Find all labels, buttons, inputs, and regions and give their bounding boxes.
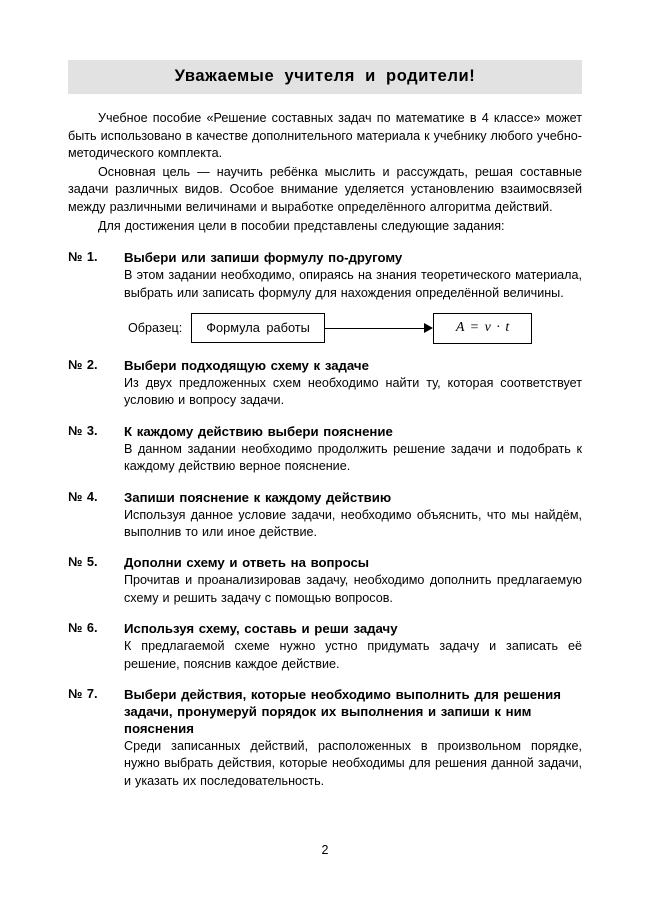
page-title-banner [68, 60, 582, 94]
task-item [68, 554, 582, 607]
task-number: № 5. [68, 554, 98, 570]
arrow-right-icon [325, 323, 433, 334]
task-item [68, 489, 582, 542]
task-description: Используя данное условие задачи, необходимо объяснить, что мы найдём, выполнив то или иное действие. [124, 507, 582, 539]
intro-paragraph: Основная цель — научить ребёнка мыслить и рассуждать, решая составные задачи различных видов. Особое внимание уделяется установлению взаимосвязей между различными величинами и выработке определённого алгоритма действий. [68, 164, 582, 214]
task-description: Среди записанных действий, расположенных в произвольном порядке, нужно выбрать действия, которые необходимы для решения данной задачи, и указать их последовательность. [124, 739, 582, 788]
task-number: № 4. [68, 488, 98, 504]
sample-label: Образец: [128, 321, 183, 336]
task-description: В этом задании необходимо, опираясь на знания теоретического материала, выбрать или записать формулу для нахождения определённой величины. [124, 268, 582, 300]
page-content [68, 60, 582, 803]
task-number: № 7. [68, 686, 98, 702]
intro-paragraph: Учебное пособие «Решение составных задач по математике в 4 классе» может быть использовано в качестве дополнительного материала к учебнику любого учебно-методического комплекта. [68, 111, 582, 161]
task-item [68, 423, 582, 476]
task-number: № 6. [68, 620, 98, 636]
task-item [68, 686, 582, 790]
task-heading: К каждому действию выбери пояснение [124, 423, 393, 439]
task-heading: Выбери или запиши формулу по-другому [124, 250, 403, 266]
task-heading: Выбери действия, которые необходимо выполнить для решения задачи, пронумеруй порядок их выполнения и запиши к ним пояснения [124, 687, 561, 737]
task-heading: Выбери подходящую схему к задаче [124, 357, 369, 373]
task-number: № 3. [68, 422, 98, 438]
intro-paragraph: Для достижения цели в пособии представлены следующие задания: [98, 218, 505, 233]
task-item [68, 620, 582, 673]
task-number: № 2. [68, 356, 98, 372]
task-description: В данном задании необходимо продолжить решение задачи и подобрать к каждому действию верное пояснение. [124, 441, 582, 474]
task-heading: Используя схему, составь и реши задачу [124, 621, 398, 637]
task-number: № 1. [68, 249, 98, 265]
task-heading: Дополни схему и ответь на вопросы [124, 555, 370, 571]
sample-result-box: A = v · t [433, 313, 532, 344]
task-description: К предлагаемой схеме нужно устно придумать задачу и записать её решение, пояснив каждое действие. [124, 639, 582, 671]
task-heading: Запиши пояснение к каждому действию [124, 489, 392, 505]
task-description: Прочитав и проанализировав задачу, необходимо дополнить предлагаемую схему и решить задачу с помощью вопросов. [124, 573, 582, 605]
sample-source-box: Формула работы [191, 313, 325, 343]
task-item [68, 249, 582, 344]
task-description: Из двух предложенных схем необходимо найти ту, которая соответствует условию и вопросу задачи. [124, 375, 582, 408]
sample-diagram [128, 313, 582, 344]
page-number: 2 [321, 843, 329, 857]
task-item [68, 357, 582, 410]
page-title: Уважаемые учителя и родители! [174, 67, 476, 85]
intro-section [68, 110, 582, 235]
